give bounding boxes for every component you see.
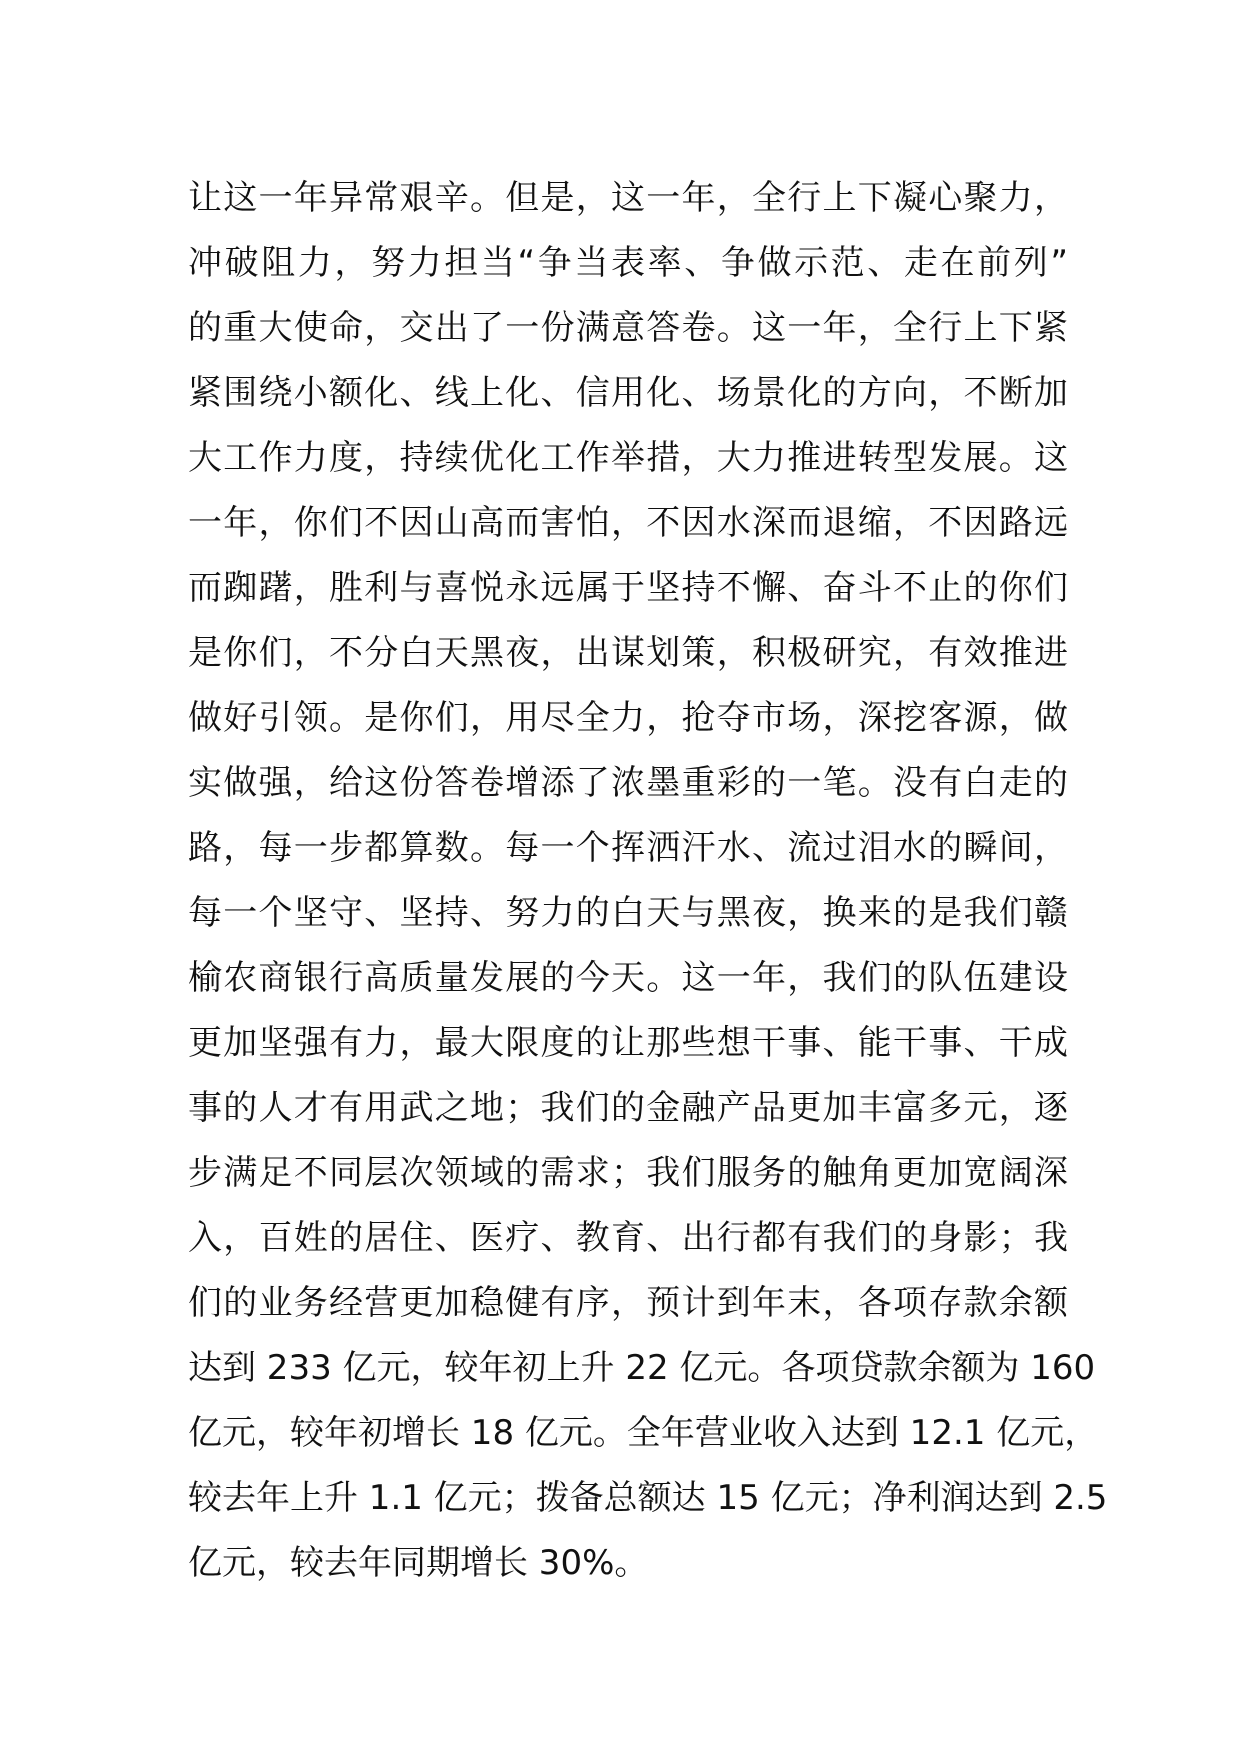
text-line-5: 大工作力度，持续优化工作举措，大力推进转型发展。这 [188, 438, 1068, 478]
text-line-7: 而踟躇，胜利与喜悦永远属于坚持不懈、奋斗不止的你们 [188, 568, 1068, 608]
text-line-8: 是你们，不分白天黑夜，出谋划策，积极研究，有效推进 [188, 633, 1068, 673]
text-line-20: 亿元，较年初增长 18 亿元。全年营业收入达到 12.1 亿元， [188, 1413, 1099, 1453]
text-line-21: 较去年上升 1.1 亿元；拨备总额达 15 亿元；净利润达到 2.5 [188, 1478, 1108, 1518]
text-line-17: 入，百姓的居住、医疗、教育、出行都有我们的身影；我 [188, 1218, 1068, 1258]
text-line-15: 事的人才有用武之地；我们的金融产品更加丰富多元，逐 [188, 1088, 1068, 1128]
text-line-2: 冲破阻力，努力担当“争当表率、争做示范、走在前列” [188, 243, 1068, 283]
text-line-11: 路，每一步都算数。每一个挥洒汗水、流过泪水的瞬间， [188, 828, 1068, 868]
text-line-18: 们的业务经营更加稳健有序，预计到年末，各项存款余额 [188, 1283, 1068, 1323]
text-line-9: 做好引领。是你们，用尽全力，抢夺市场，深挖客源，做 [188, 698, 1068, 738]
text-line-16: 步满足不同层次领域的需求；我们服务的触角更加宽阔深 [188, 1153, 1068, 1193]
text-line-3: 的重大使命，交出了一份满意答卷。这一年，全行上下紧 [188, 308, 1068, 348]
body-paragraph [188, 166, 1108, 1596]
text-line-4: 紧围绕小额化、线上化、信用化、场景化的方向，不断加 [188, 373, 1068, 413]
text-line-19: 达到 233 亿元，较年初上升 22 亿元。各项贷款余额为 160 [188, 1348, 1096, 1388]
text-line-14: 更加坚强有力，最大限度的让那些想干事、能干事、干成 [188, 1023, 1068, 1063]
text-line-10: 实做强，给这份答卷增添了浓墨重彩的一笔。没有白走的 [188, 763, 1068, 803]
text-line-13: 榆农商银行高质量发展的今天。这一年，我们的队伍建设 [188, 958, 1068, 998]
text-line-22: 亿元，较去年同期增长 30%。 [188, 1543, 649, 1583]
text-line-6: 一年，你们不因山高而害怕，不因水深而退缩，不因路远 [188, 503, 1068, 543]
text-line-1: 让这一年异常艰辛。但是，这一年，全行上下凝心聚力， [188, 178, 1068, 218]
text-line-12: 每一个坚守、坚持、努力的白天与黑夜，换来的是我们赣 [188, 893, 1068, 933]
